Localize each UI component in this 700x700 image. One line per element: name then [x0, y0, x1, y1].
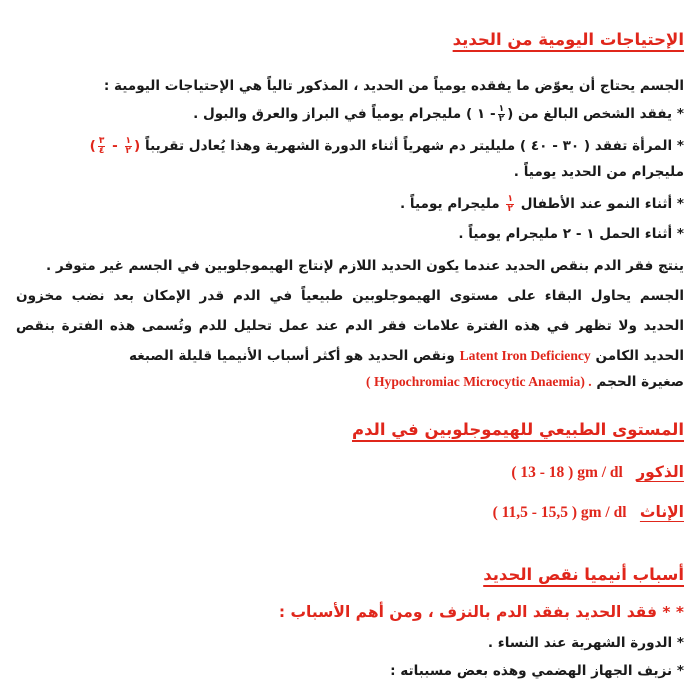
hypochromic-anaemia-term: ( Hypochromiac Microcytic Anaemia) . [366, 374, 592, 389]
bullet-woman-red-range [89, 135, 141, 156]
fraction-denominator: ٢ [498, 113, 505, 124]
paragraph-line-3: الحديد ولا تظهر في هذه الفترة علامات فقر الدم عند عمل تحليل للدم وتُسمى هذه الفترة بنقص [16, 318, 684, 334]
bullet-pregnancy: * أثناء الحمل ١ - ٢ مليجرام يومياً . [458, 226, 684, 242]
bullet-woman-loss [16, 136, 684, 156]
bullet-children-growth [16, 194, 684, 214]
fraction-half [498, 105, 506, 124]
bullet-children-after: مليجرام يومياً . [400, 196, 500, 212]
fraction-numerator: ١ [125, 135, 132, 146]
paragraph-line-4 [16, 346, 684, 366]
latent-iron-deficiency-term: Latent Iron Deficiency [459, 348, 591, 363]
females-range [16, 502, 684, 523]
paragraph-line-2: الجسم يحاول البقاء على مستوى الهيموجلوبين طبيعياً في الدم قدر الإمكان بعد نضب مخزون [16, 288, 684, 304]
fraction-half [506, 195, 514, 214]
latent-iron-arabic: الحديد الكامن [595, 348, 684, 364]
males-value: ( 13 - 18 ) gm / dl [511, 464, 623, 481]
fraction-half [125, 137, 133, 156]
fraction-denominator: ٢ [125, 145, 132, 156]
paragraph-line-4-tail: ونقص الحديد هو أكثر أسباب الأنيميا قليلة الصبغه [129, 348, 455, 364]
heading-normal-hemoglobin: المستوى الطبيعي للهيموجلوبين في الدم [352, 420, 684, 439]
females-label: الإناث [639, 503, 684, 521]
fraction-denominator: ٢ [507, 203, 513, 214]
bullet-woman-text: * المرأة تفقد ( ٣٠ - ٤٠ ) مليليتر دم شهرياً أثناء الدورة الشهرية وهذا يُعادل تقريباً [144, 138, 684, 154]
range-close-paren: ) [89, 138, 96, 154]
fraction-numerator: ٣ [98, 135, 105, 146]
fraction-three-quarters [98, 137, 106, 156]
fraction-denominator: ٤ [98, 145, 105, 156]
females-value: ( 11,5 - 15,5 ) gm / dl [492, 504, 627, 521]
paragraph-line-1: ينتج فقر الدم بنقص الحديد عندما يكون الحديد اللازم لإنتاج الهيموجلوبين في الجسم غير متوفر . [45, 258, 684, 274]
cause-gi-bleeding: * نزيف الجهاز الهضمي وهذه بعض مسبباته : [390, 663, 684, 679]
bullet-adult-after: - ١ ) مليجرام يومياً في البراز والعرق والبول . [193, 106, 496, 122]
fraction-numerator: ١ [507, 193, 513, 204]
range-open-paren: ( [134, 138, 141, 154]
paragraph-line-5 [16, 372, 684, 392]
bullet-woman-continuation: مليجرام من الحديد يومياً . [513, 164, 684, 180]
fraction-numerator: ١ [498, 103, 505, 114]
intro-line: الجسم يحتاج أن يعوّض ما يفقده يومياً من الحديد ، المذكور تالياً هي الإحتياجات اليومية : [103, 78, 684, 94]
range-dash: - [112, 138, 118, 154]
cause-menstruation: * الدورة الشهرية عند النساء . [487, 635, 684, 651]
males-range [16, 462, 684, 483]
bullet-children-before: * أثناء النمو عند الأطفال [520, 196, 684, 212]
bullet-adult-before: * يفقد الشخص البالغ من ( [507, 106, 684, 122]
bullet-adult-loss [16, 104, 684, 124]
subheading-blood-loss: * * فقد الحديد بفقد الدم بالنزف ، ومن أهم الأسباب : [278, 603, 684, 621]
hypochromic-arabic: صغيرة الحجم [596, 374, 684, 390]
heading-daily-requirements: الإحتياجات اليومية من الحديد [452, 30, 684, 49]
heading-causes: أسباب أنيميا نقص الحديد [483, 565, 684, 584]
males-label: الذكور [636, 463, 684, 481]
